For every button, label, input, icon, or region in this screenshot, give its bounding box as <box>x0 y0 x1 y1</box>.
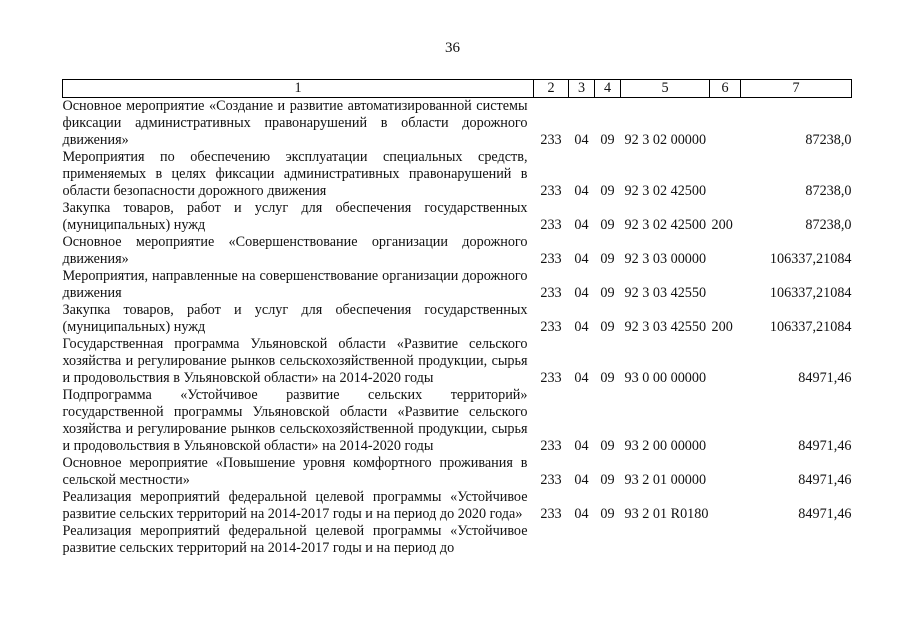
subsection-code: 09 <box>600 132 615 148</box>
subsection-code: 09 <box>600 472 615 488</box>
subsection-code: 09 <box>600 217 615 233</box>
section-code: 04 <box>574 472 589 488</box>
amount <box>741 523 852 557</box>
expense-type-code <box>710 523 741 557</box>
row-name: Реализация мероприятий федеральной целевой программы «Устойчивое развитие сельских территорий на 2014-2017 годы и на период до 2020 года» <box>62 489 528 522</box>
target-article-code: 93 0 00 00000 <box>624 370 707 386</box>
ved-code: 233 <box>540 183 562 199</box>
amount: 87238,0 <box>805 132 852 148</box>
ved-code: 233 <box>540 506 562 522</box>
table-row <box>63 336 852 387</box>
row-name: Закупка товаров, работ и услуг для обеспечения государственных (муниципальных) нужд <box>62 302 528 335</box>
section-code: 04 <box>574 438 589 454</box>
section-code: 04 <box>574 217 589 233</box>
ved-code: 233 <box>540 472 562 488</box>
ved-code: 233 <box>540 217 562 233</box>
expense-type-code: 200 <box>711 319 733 335</box>
ved-code: 233 <box>540 370 562 386</box>
target-article-code: 92 3 03 42550 <box>624 319 707 335</box>
expense-type-code <box>710 234 741 268</box>
ved-code: 233 <box>540 285 562 301</box>
target-article-code: 92 3 02 00000 <box>624 132 707 148</box>
subsection-code: 09 <box>600 251 615 267</box>
section-code <box>569 523 595 557</box>
table-row <box>63 149 852 200</box>
section-code: 04 <box>574 132 589 148</box>
target-article-code: 92 3 02 42500 <box>624 217 707 233</box>
header-cell: 3 <box>569 80 595 98</box>
subsection-code: 09 <box>600 506 615 522</box>
amount: 84971,46 <box>798 438 852 454</box>
target-article-code: 92 3 02 42500 <box>624 183 707 199</box>
subsection-code: 09 <box>600 285 615 301</box>
expense-type-code <box>710 489 741 523</box>
amount: 106337,21084 <box>769 285 852 301</box>
subsection-code: 09 <box>600 438 615 454</box>
header-cell: 5 <box>621 80 710 98</box>
target-article-code: 93 2 01 00000 <box>624 472 707 488</box>
table-row <box>63 523 852 557</box>
amount: 87238,0 <box>805 217 852 233</box>
page-number: 36 <box>445 40 460 56</box>
subsection-code: 09 <box>600 183 615 199</box>
amount: 84971,46 <box>798 506 852 522</box>
section-code: 04 <box>574 319 589 335</box>
expense-type-code <box>710 387 741 455</box>
ved-code: 233 <box>540 251 562 267</box>
table-row <box>63 268 852 302</box>
row-name: Мероприятия по обеспечению эксплуатации специальных средств, применяемых в целях фиксации административных правонарушений в области безопасности дорожного движения <box>62 149 528 199</box>
subsection-code <box>595 523 621 557</box>
expense-type-code <box>710 336 741 387</box>
amount: 87238,0 <box>805 183 852 199</box>
table-row <box>63 489 852 523</box>
header-cell: 4 <box>595 80 621 98</box>
expense-type-code <box>710 268 741 302</box>
target-article-code: 93 2 00 00000 <box>624 438 707 454</box>
table-row <box>63 200 852 234</box>
row-name: Государственная программа Ульяновской области «Развитие сельского хозяйства и регулирование рынков сельскохозяйственной продукции, сырья и продовольствия в Ульяновской области» на 2014-2020 годы <box>62 336 528 386</box>
row-name: Реализация мероприятий федеральной целевой программы «Устойчивое развитие сельских территорий на 2014-2017 годы и на период до <box>62 523 528 556</box>
header-cell: 2 <box>534 80 569 98</box>
amount: 84971,46 <box>798 472 852 488</box>
row-name: Основное мероприятие «Создание и развитие автоматизированной системы фиксации административных правонарушений в области дорожного движения» <box>62 98 528 148</box>
section-code: 04 <box>574 285 589 301</box>
header-cell: 6 <box>710 80 741 98</box>
target-article-code <box>621 523 710 557</box>
table-row <box>63 302 852 336</box>
table-row <box>63 98 852 150</box>
header-cell: 1 <box>63 80 534 98</box>
expense-type-code: 200 <box>711 217 733 233</box>
expense-type-code <box>710 98 741 150</box>
section-code: 04 <box>574 183 589 199</box>
table-row <box>63 455 852 489</box>
row-name: Закупка товаров, работ и услуг для обеспечения государственных (муниципальных) нужд <box>62 200 528 233</box>
section-code: 04 <box>574 506 589 522</box>
amount: 84971,46 <box>798 370 852 386</box>
table-row <box>63 234 852 268</box>
budget-table <box>62 79 852 557</box>
ved-code: 233 <box>540 319 562 335</box>
subsection-code: 09 <box>600 319 615 335</box>
section-code: 04 <box>574 251 589 267</box>
header-row <box>63 80 852 98</box>
subsection-code: 09 <box>600 370 615 386</box>
expense-type-code <box>710 149 741 200</box>
target-article-code: 92 3 03 42550 <box>624 285 707 301</box>
expense-type-code <box>710 455 741 489</box>
ved-code: 233 <box>540 438 562 454</box>
section-code: 04 <box>574 370 589 386</box>
row-name: Основное мероприятие «Совершенствование организации дорожного движения» <box>62 234 528 267</box>
amount: 106337,21084 <box>769 251 852 267</box>
target-article-code: 92 3 03 00000 <box>624 251 707 267</box>
header-cell: 7 <box>741 80 852 98</box>
amount: 106337,21084 <box>769 319 852 335</box>
row-name: Подпрограмма «Устойчивое развитие сельских территорий» государственной программы Ульяновской области «Развитие сельского хозяйства и регулирование рынков сельскохозяйственной продукции, сырья и продовольствия в Ульяновской области» на 2014-2020 годы <box>62 387 528 454</box>
row-name: Мероприятия, направленные на совершенствование организации дорожного движения <box>62 268 528 301</box>
ved-code: 233 <box>540 132 562 148</box>
target-article-code: 93 2 01 R0180 <box>624 506 709 522</box>
ved-code <box>534 523 569 557</box>
table-row <box>63 387 852 455</box>
row-name: Основное мероприятие «Повышение уровня комфортного проживания в сельской местности» <box>62 455 528 488</box>
